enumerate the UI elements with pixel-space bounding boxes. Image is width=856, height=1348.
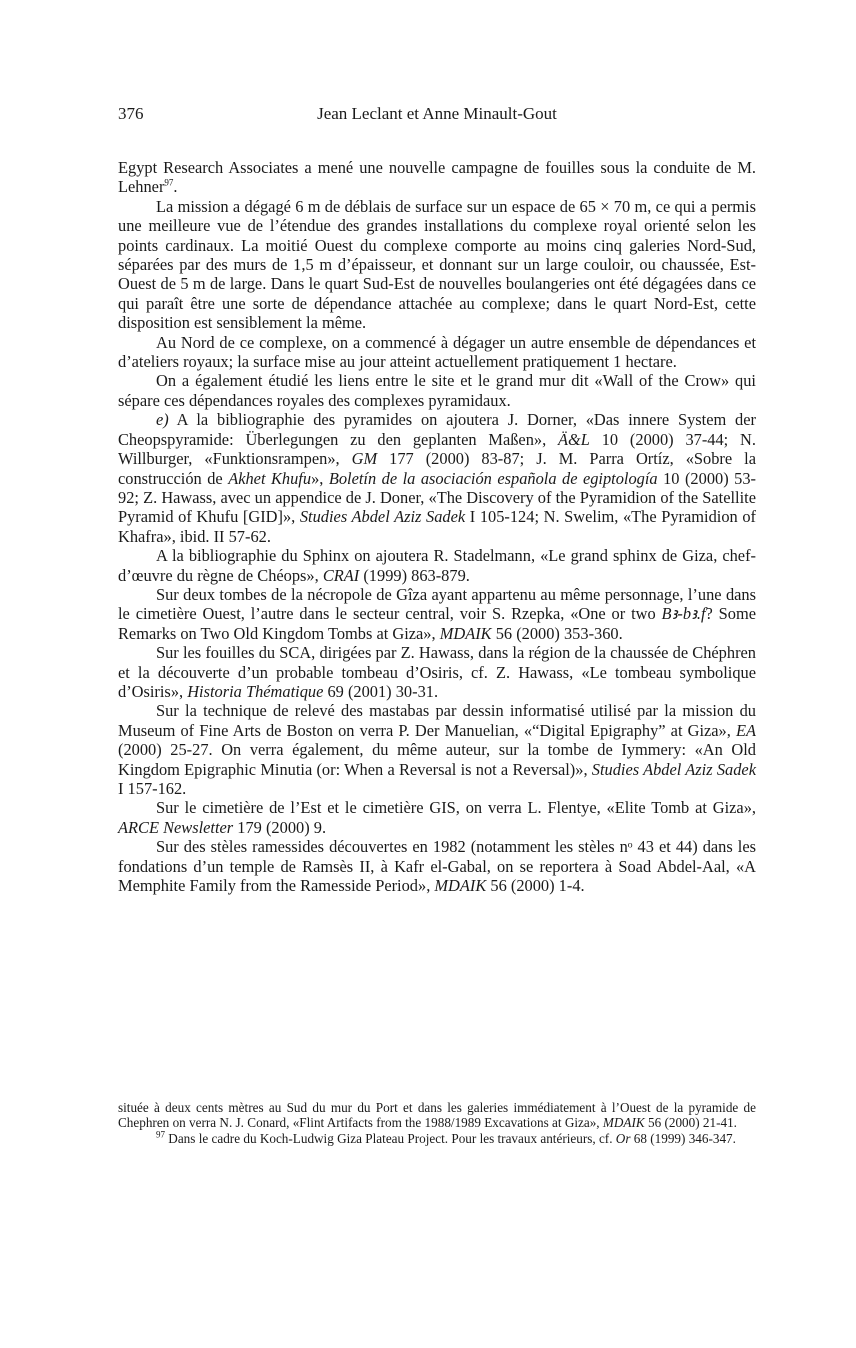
paragraph: La mission a dégagé 6 m de déblais de surface sur un espace de 65 × 70 m, ce qui a permis une meilleure vue de l’étendue des grandes installations du complexe royal orienté selon les points cardinaux. La moitié Ouest du complexe comporte au moins cinq galeries Nord-Sud, séparées par des murs de 1,5 m d’épaisseur, et donnant sur un large couloir, ou chaussée, Est-Ouest de 5 m de large. Dans le quart Sud-Est de nouvelles boulangeries ont été dégagées dans ce qui paraît être une sorte de dépendance attachée au complexe; dans le quart Nord-Est, cette disposition est sensiblement la même. — [118, 196, 756, 333]
footnote-number: 97 — [156, 1129, 165, 1140]
paragraph-text: Sur les fouilles du SCA, dirigées par Z. Hawass, dans la région de la chaussée de Chéphren et la découverte d’un probable tombeau d’Osiris, cf. Z. Hawass, «Le tombeau symbolique d’Osiris», — [118, 643, 756, 701]
paragraph: On a également étudié les liens entre le site et le grand mur dit «Wall of the Crow» qui sépare ces dépendances royales des complexes pyramidaux. — [118, 371, 756, 410]
paragraph-text: Sur des stèles ramessides découvertes en 1982 (notamment les stèles nᵒ 43 et 44) dans les fondations d’un temple de Ramsès II, à Kafr el-Gabal, on se reportera à Soad Abdel-Aal, «A Memphite Family from the Ramesside Period», — [118, 837, 756, 896]
paragraph-text: I 105-124; N. Swelim, «The Pyramidion of Khafra», ibid. II 57-62. — [118, 507, 756, 546]
paragraph-text: », — [311, 468, 329, 488]
paragraph-text: (1999) 863-879. — [359, 565, 470, 585]
paragraph — [118, 643, 756, 701]
citation-title: Studies Abdel Aziz Sadek — [299, 507, 466, 527]
citation-title: MDAIK — [434, 876, 487, 896]
citation-title: CRAI — [322, 565, 360, 585]
citation-title: Historia Thématique — [187, 681, 324, 701]
citation-title: EA — [735, 720, 756, 740]
footnote-continuation — [118, 1100, 756, 1131]
paragraph-text: (2000) 25-27. On verra également, du même auteur, sur la tombe de Iymmery: «An Old Kingdom Epigraphic Minutia (or: When a Reversal is not a Reversal)», — [118, 740, 756, 779]
paragraph — [118, 701, 756, 798]
citation-title: MDAIK — [439, 623, 492, 643]
paragraph-text: Sur le cimetière de l’Est et le cimetière GIS, on verra L. Flentye, «Elite Tomb at Giza», — [156, 798, 756, 818]
paragraph-text: Egypt Research Associates a mené une nouvelle campagne de fouilles sous la conduite de M. Lehner — [118, 158, 756, 197]
paragraph-text: A la bibliographie des pyramides on ajoutera J. Dorner, «Das innere System der Cheopspyramide: Überlegungen zu den geplanten Maßen», — [118, 410, 756, 449]
paragraph — [118, 546, 756, 585]
citation-title: Akhet Khufu — [228, 468, 312, 488]
paragraph — [118, 798, 756, 837]
running-title: Jean Leclant et Anne Minault-Gout — [317, 104, 557, 123]
body-text — [118, 158, 756, 895]
paragraph-text: . — [173, 177, 178, 197]
footnote-reference: 97 — [164, 177, 174, 188]
footnote-text: 68 (1999) 346-347. — [630, 1130, 736, 1146]
footnote-text: Dans le cadre du Koch-Ludwig Giza Plateau Project. Pour les travaux antérieurs, cf. — [165, 1130, 616, 1146]
paragraph-text: A la bibliographie du Sphinx on ajoutera R. Stadelmann, «Le grand sphinx de Giza, chef-d’œuvre du règne de Chéops», — [118, 546, 756, 585]
paragraph — [118, 158, 756, 197]
paragraph-text: 179 (2000) 9. — [233, 817, 327, 837]
footnote-text: située à deux cents mètres au Sud du mur du Port et dans les galeries immédiatement à l’Ouest de la pyramide de Chephren on verra N. J. Conard, «Flint Artifacts from the 1988/1989 Excavations at Giza», — [118, 1100, 756, 1131]
citation-title: GM — [351, 449, 378, 469]
paragraph: Au Nord de ce complexe, on a commencé à dégager un autre ensemble de dépendances et d’ateliers royaux; la surface mise au jour atteint actuellement pratiquement 1 hectare. — [118, 332, 756, 372]
paragraph — [118, 837, 756, 895]
paragraph-text: Sur la technique de relevé des mastabas par dessin informatisé utilisé par la mission du Museum of Fine Arts de Boston on verra P. Der Manuelian, «“Digital Epigraphy” at Giza», — [118, 701, 756, 740]
footnote — [118, 1131, 756, 1146]
footnote-text: 56 (2000) 21-41. — [644, 1115, 737, 1131]
section-label: e) — [156, 410, 169, 430]
citation-title: Ä&L — [558, 429, 590, 449]
citation-title: Studies Abdel Aziz Sadek — [591, 759, 756, 779]
paragraph-text: 56 (2000) 1-4. — [486, 876, 585, 896]
citation-title: ARCE Newsletter — [118, 817, 234, 837]
paragraph-text: ? Some Remarks on Two Old Kingdom Tombs at Giza», — [118, 604, 757, 643]
citation-title: MDAIK — [602, 1115, 645, 1131]
paragraph-text: 56 (2000) 353-360. — [491, 623, 623, 643]
citation-title: Boletín de la asociación española de egiptología — [328, 468, 658, 488]
citation-title: Bꜣ-bꜣ.f — [661, 604, 706, 624]
paragraph — [118, 410, 756, 546]
citation-title: Or — [615, 1130, 631, 1146]
footnotes — [118, 1100, 756, 1146]
page-number: 376 — [118, 104, 144, 123]
paragraph-text: I 157-162. — [118, 779, 187, 798]
paragraph-text: Sur deux tombes de la nécropole de Gîza ayant appartenu au même personnage, l’une dans le cimetière Ouest, l’autre dans le secteur central, voir S. Rzepka, «One or two — [118, 584, 756, 624]
paragraph-text: 69 (2001) 30-31. — [323, 681, 439, 701]
paragraph — [118, 585, 756, 643]
paragraph-text: 10 (2000) 37-44; N. Willburger, «Funktionsrampen», — [118, 429, 756, 469]
paragraph-text: 10 (2000) 53-92; Z. Hawass, avec un appendice de J. Doner, «The Discovery of the Pyramidion of the Satellite Pyramid of Khufu [GID]», — [118, 468, 757, 527]
page-header — [118, 104, 756, 128]
paragraph-text: 177 (2000) 83-87; J. M. Parra Ortíz, «Sobre la construcción de — [118, 449, 756, 488]
